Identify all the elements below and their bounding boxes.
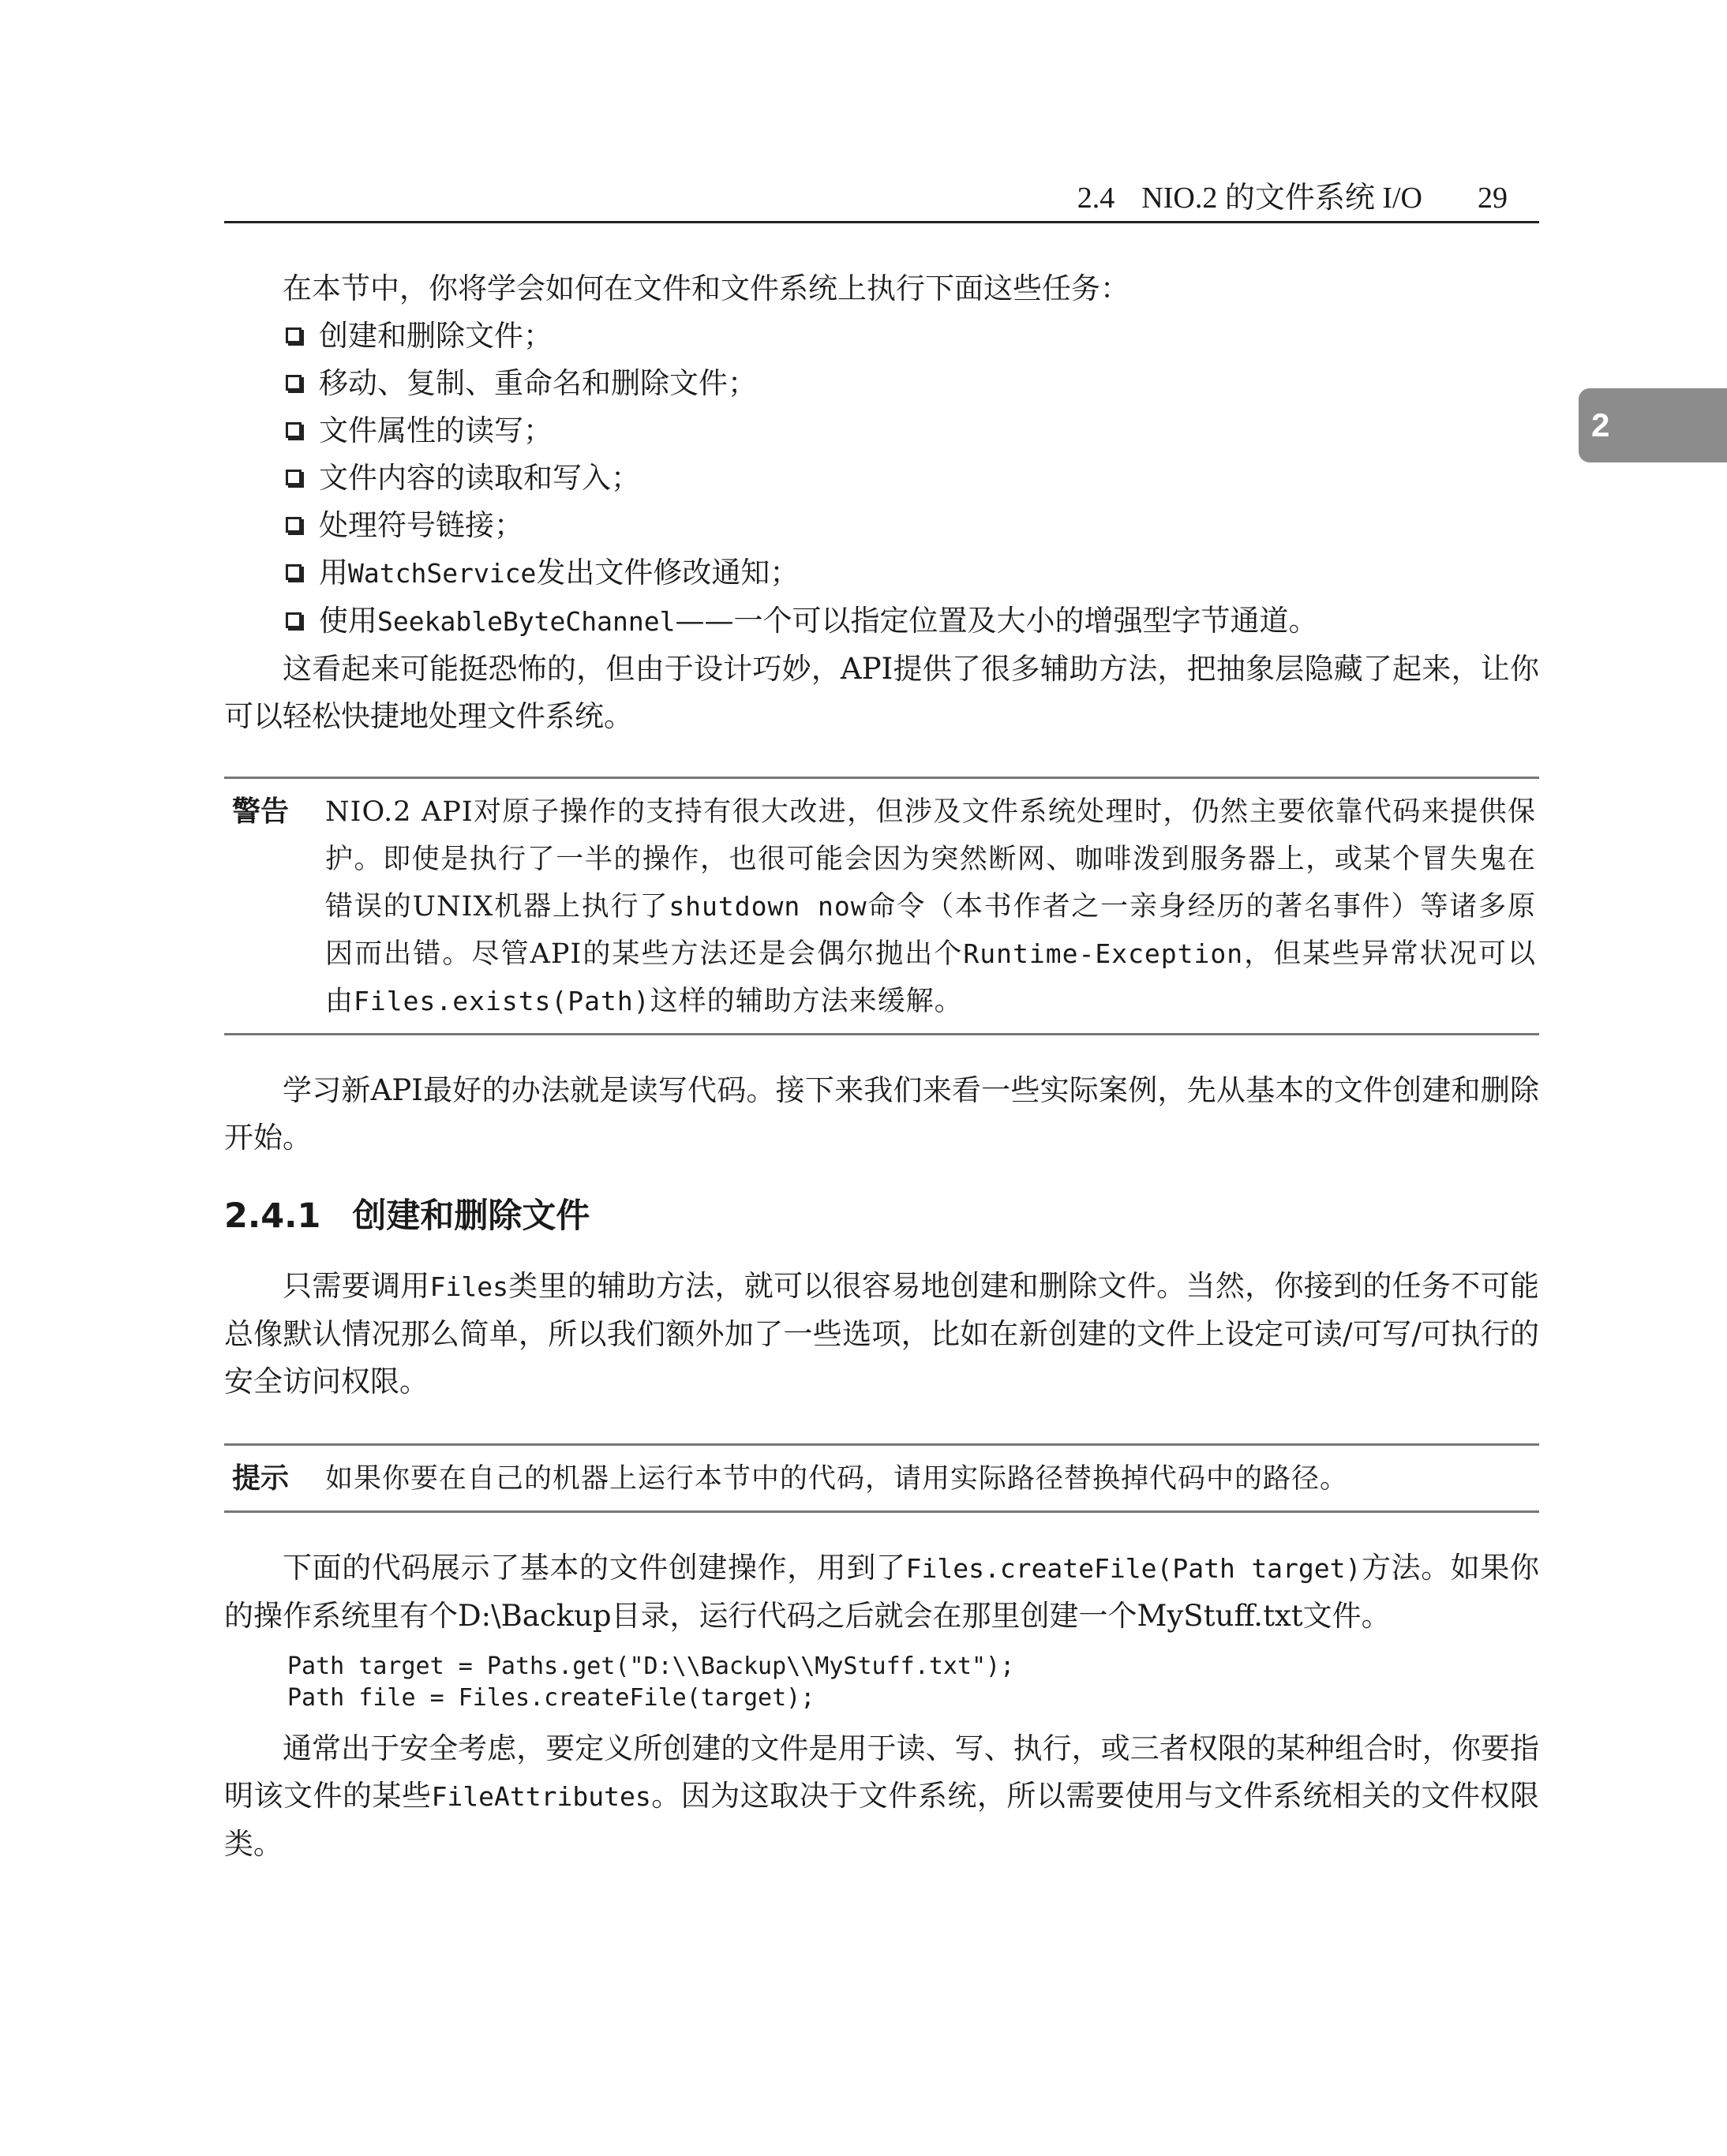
warning-box	[224, 777, 1539, 1035]
warning-text-3: ，但某些异常状况可以由	[325, 938, 1536, 1017]
task-text: 文件内容的读取和写入；	[319, 461, 640, 495]
list-item	[286, 502, 1539, 549]
final-paragraph	[224, 1725, 1539, 1868]
task-list	[224, 313, 1539, 646]
section-title: 创建和删除文件	[352, 1196, 590, 1236]
checkbox-bullet-icon	[286, 517, 302, 533]
inline-code: Files.createFile(Path target)	[905, 1553, 1362, 1584]
warning-label: 警告	[232, 795, 290, 828]
checkbox-bullet-icon	[286, 612, 302, 628]
checkbox-bullet-icon	[286, 564, 302, 580]
list-item	[286, 313, 1539, 360]
code-block	[224, 1651, 1539, 1714]
task-text-after: 发出文件修改通知；	[536, 556, 800, 590]
running-header	[224, 180, 1539, 223]
warning-text-2: 命令（本书作者之一亲身经历的著名事件）等诸多原因而出错。尽管API的某些方法还是会偶尔抛出个	[325, 891, 1536, 970]
task-text-before: 使用	[319, 604, 377, 638]
warning-text	[325, 788, 1539, 1025]
text-run: 通常出于安全考虑，要定义所创建的文件是用于读、写、执行，或三者权限的某种组合时，你要指明该文件的某些	[224, 1731, 1539, 1813]
tip-box	[224, 1443, 1539, 1513]
inline-code: FileAttributes	[431, 1781, 651, 1812]
task-text: 文件属性的读写；	[319, 414, 553, 447]
learn-paragraph: 学习新API最好的办法就是读写代码。接下来我们来看一些实际案例，先从基本的文件创建和删除开始。	[224, 1073, 1539, 1155]
task-text-after: ——一个可以指定位置及大小的增强型字节通道。	[675, 604, 1318, 638]
tip-text: 如果你要在自己的机器上运行本节中的代码，请用实际路径替换掉代码中的路径。	[325, 1463, 1349, 1495]
section-paragraph	[224, 1263, 1539, 1406]
checkbox-bullet-icon	[286, 470, 302, 485]
inline-code: Runtime-Exception	[963, 938, 1244, 969]
checkbox-bullet-icon	[286, 375, 302, 391]
text-run: 。因为这取决于文件系统，所以需要使用与文件系统相关的文件权限类。	[224, 1779, 1540, 1861]
list-item	[286, 360, 1539, 407]
task-text: 创建和删除文件；	[319, 319, 553, 353]
text-run: 只需要调用	[283, 1269, 430, 1303]
inline-code: SeekableByteChannel	[377, 606, 676, 637]
code-line: Path file = Files.createFile(target);	[287, 1684, 815, 1712]
section-number: 2.4.1	[224, 1196, 321, 1236]
checkbox-bullet-icon	[286, 328, 302, 343]
intro-summary: 这看起来可能挺恐怖的，但由于设计巧妙，API提供了很多辅助方法，把抽象层隐藏了起来，让你可以轻松快捷地处理文件系统。	[224, 652, 1539, 733]
task-text: 处理符号链接；	[319, 508, 523, 542]
checkbox-bullet-icon	[286, 422, 302, 438]
header-section-title: NIO.2 的文件系统 I/O	[1141, 182, 1422, 215]
text-run: 类里的辅助方法，就可以很容易地创建和删除文件。当然，你接到的任务不可能总像默认情况那么简单，所以我们额外加了一些选项，比如在新创建的文件上设定可读/可写/可执行的安全访问权限。	[224, 1269, 1540, 1398]
running-header-text	[1077, 173, 1508, 216]
chapter-thumb-tab: 2	[1579, 388, 1727, 462]
intro-lead: 在本节中，你将学会如何在文件和文件系统上执行下面这些任务：	[283, 271, 1129, 305]
text-run: 方法。如果你的操作系统里有个D:\Backup目录，运行代码之后就会在那里创建一个MyStuff.txt文件。	[224, 1551, 1539, 1633]
inline-code: Files	[429, 1271, 508, 1302]
create-paragraph	[224, 1544, 1539, 1640]
inline-code: WatchService	[348, 558, 537, 589]
warning-text-1: NIO.2 API对原子操作的支持有很大改进，但涉及文件系统处理时，仍然主要依靠代码来提供保护。即使是执行了一半的操作，也很可能会因为突然断网、咖啡泼到服务器上，或某个冒失鬼在错误的UNIX机器上执行了	[325, 796, 1536, 923]
task-text: 移动、复制、重命名和删除文件；	[319, 366, 757, 400]
list-item	[286, 597, 1539, 646]
header-section-number: 2.4	[1077, 182, 1115, 215]
tip-label: 提示	[232, 1462, 290, 1495]
warning-text-4: 这样的辅助方法来缓解。	[650, 986, 963, 1017]
text-run: 下面的代码展示了基本的文件创建操作，用到了	[283, 1551, 906, 1585]
inline-code: shutdown now	[669, 891, 867, 922]
page-content	[224, 265, 1539, 1868]
list-item	[286, 549, 1539, 597]
list-item	[286, 407, 1539, 455]
inline-code: Files.exists(Path)	[354, 986, 650, 1016]
list-item	[286, 455, 1539, 502]
page-number: 29	[1478, 182, 1508, 215]
task-text-before: 用	[319, 556, 348, 590]
code-line: Path target = Paths.get("D:\\Backup\\MyStuff.txt");	[287, 1653, 1015, 1680]
section-heading	[224, 1188, 1539, 1244]
